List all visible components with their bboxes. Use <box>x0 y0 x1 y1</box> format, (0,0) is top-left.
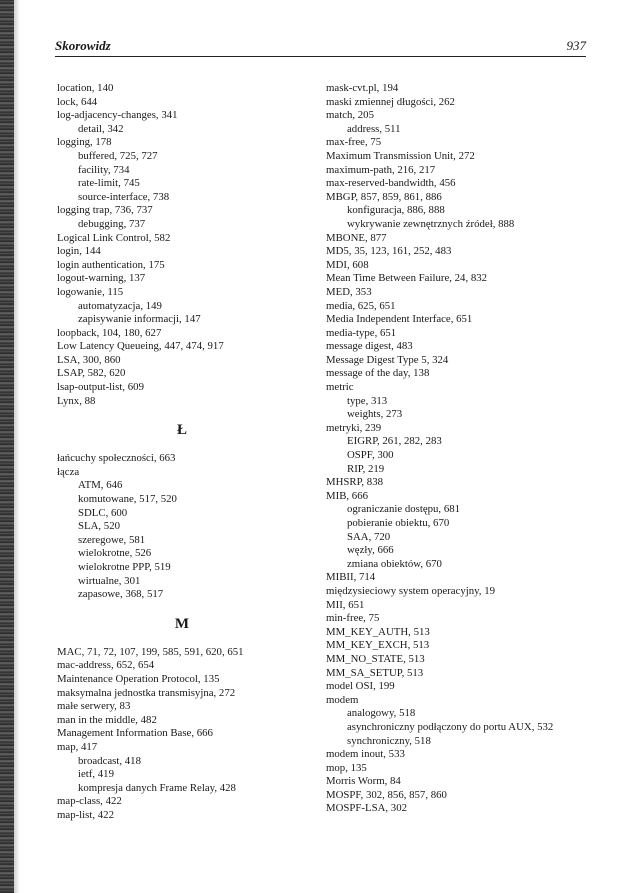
index-subentry: wielokrotne, 526 <box>78 547 152 560</box>
index-subentry: komutowane, 517, 520 <box>78 493 177 506</box>
page-number: 937 <box>566 38 586 53</box>
index-entry: logging, 178 <box>57 136 112 149</box>
index-entry: login, 144 <box>57 245 101 258</box>
book-binding-edge <box>0 0 14 893</box>
index-subentry: EIGRP, 261, 282, 283 <box>347 435 442 448</box>
index-entry: Mean Time Between Failure, 24, 832 <box>326 272 488 285</box>
index-subentry: OSPF, 300 <box>347 449 394 462</box>
index-entry: model OSI, 199 <box>326 680 395 693</box>
index-subentry: konfiguracja, 886, 888 <box>347 204 445 217</box>
index-entry: Media Independent Interface, 651 <box>326 313 473 326</box>
index-entry: LSA, 300, 860 <box>57 353 121 366</box>
index-entry: max-reserved-bandwidth, 456 <box>326 177 456 190</box>
index-entry: match, 205 <box>326 109 374 122</box>
index-entry: logowanie, 115 <box>57 285 124 298</box>
section-heading-m: M <box>174 615 190 632</box>
index-entry: map-class, 422 <box>57 795 122 808</box>
index-entry: media-type, 651 <box>326 326 397 339</box>
binding-shadow <box>14 0 20 893</box>
index-entry: logout-warning, 137 <box>57 272 146 285</box>
index-entry: lock, 644 <box>57 95 98 108</box>
index-subentry: automatyzacja, 149 <box>78 299 162 312</box>
index-subentry: pobieranie obiektu, 670 <box>347 517 450 529</box>
index-entry: Maintenance Operation Protocol, 135 <box>57 672 220 685</box>
index-entry: maximum-path, 216, 217 <box>326 163 436 176</box>
index-subentry: detail, 342 <box>78 122 124 135</box>
index-entry: maksymalna jednostka transmisyjna, 272 <box>57 686 236 699</box>
page-header <box>55 38 586 57</box>
index-subentry: wirtualne, 301 <box>78 574 141 587</box>
index-entry: MBGP, 857, 859, 861, 886 <box>326 190 442 203</box>
index-entry: map, 417 <box>57 740 98 753</box>
index-subentry: ATM, 646 <box>78 479 123 492</box>
index-subentry: węzły, 666 <box>347 544 394 557</box>
index-entry: mop, 135 <box>326 761 367 774</box>
index-entry: logging trap, 736, 737 <box>57 204 153 217</box>
index-entry: łącza <box>57 465 80 478</box>
index-entry: Low Latency Queueing, 447, 474, 917 <box>57 340 224 353</box>
index-entry: Maximum Transmission Unit, 272 <box>326 149 475 162</box>
index-group-l-stroke <box>57 452 307 602</box>
index-subentry: RIP, 219 <box>347 462 385 475</box>
index-subentry: ograniczanie dostępu, 681 <box>347 503 461 516</box>
index-subentry: address, 511 <box>347 122 401 135</box>
index-entry: Logical Link Control, 582 <box>57 231 171 244</box>
running-title: Skorowidz <box>55 38 111 53</box>
index-subentry: type, 313 <box>347 394 388 407</box>
index-subentry: source-interface, 738 <box>78 190 170 203</box>
index-entry: małe serwery, 83 <box>57 700 131 713</box>
index-entry: Message Digest Type 5, 324 <box>326 353 449 366</box>
index-subentry: SAA, 720 <box>347 530 391 543</box>
index-group-m-continued <box>326 82 588 816</box>
index-entry: Morris Worm, 84 <box>326 775 401 788</box>
index-subentry: zapisywanie informacji, 147 <box>78 313 201 326</box>
index-entry: łańcuchy społeczności, 663 <box>57 452 176 465</box>
index-entry: message of the day, 138 <box>326 367 430 380</box>
index-subentry: kompresja danych Frame Relay, 428 <box>78 781 236 794</box>
index-subentry: zmiana obiektów, 670 <box>347 557 442 570</box>
index-entry: map-list, 422 <box>57 808 114 821</box>
index-subentry: SLA, 520 <box>78 520 120 533</box>
index-entry: modem inout, 533 <box>326 748 405 761</box>
index-entry: MIBII, 714 <box>326 571 376 584</box>
index-subentry: wielokrotne PPP, 519 <box>78 561 171 573</box>
index-entry: MM_SA_SETUP, 513 <box>326 666 424 679</box>
index-entry: media, 625, 651 <box>326 299 396 312</box>
index-entry: mac-address, 652, 654 <box>57 659 155 672</box>
index-subentry: szeregowe, 581 <box>78 533 146 546</box>
index-entry: MOSPF, 302, 856, 857, 860 <box>326 788 447 801</box>
index-entry: MM_KEY_AUTH, 513 <box>326 625 430 638</box>
index-subentry: synchroniczny, 518 <box>347 734 431 747</box>
right-index-column <box>326 82 588 816</box>
index-subentry: ietf, 419 <box>78 768 114 781</box>
section-heading-l-stroke: Ł <box>176 422 187 439</box>
index-entry: MBONE, 877 <box>326 231 387 244</box>
index-subentry: rate-limit, 745 <box>78 177 140 190</box>
index-entry: metric <box>326 381 354 394</box>
index-entry: LSAP, 582, 620 <box>57 367 126 380</box>
index-entry: Lynx, 88 <box>57 394 96 407</box>
index-entry: lsap-output-list, 609 <box>57 381 144 394</box>
index-entry: międzysieciowy system operacyjny, 19 <box>326 584 496 597</box>
index-entry: maski zmiennej długości, 262 <box>326 95 455 108</box>
index-subentry: zapasowe, 368, 517 <box>78 588 164 601</box>
index-entry: modem <box>326 693 359 706</box>
index-entry: max-free, 75 <box>326 136 382 149</box>
index-entry: MM_NO_STATE, 513 <box>326 652 425 665</box>
index-entry: min-free, 75 <box>326 612 380 625</box>
index-subentry: weights, 273 <box>347 408 403 421</box>
index-entry: login authentication, 175 <box>57 258 165 271</box>
index-entry: MII, 651 <box>326 598 365 611</box>
index-entry: loopback, 104, 180, 627 <box>57 326 162 339</box>
index-entry: mask-cvt.pl, 194 <box>326 82 399 94</box>
index-entry: log-adjacency-changes, 341 <box>57 109 178 122</box>
index-subentry: broadcast, 418 <box>78 754 141 767</box>
index-entry: MOSPF-LSA, 302 <box>326 802 407 815</box>
index-subentry: buffered, 725, 727 <box>78 149 158 162</box>
index-entry: MED, 353 <box>326 285 372 298</box>
index-entry: MDI, 608 <box>326 258 369 271</box>
index-subentry: analogowy, 518 <box>347 707 416 720</box>
index-entry: MIB, 666 <box>326 489 368 502</box>
index-entry: metryki, 239 <box>326 421 382 434</box>
index-entry: MM_KEY_EXCH, 513 <box>326 639 430 652</box>
index-subentry: facility, 734 <box>78 163 130 176</box>
index-group-m <box>57 646 307 823</box>
index-entry: location, 140 <box>57 82 114 94</box>
index-subentry: debugging, 737 <box>78 217 146 230</box>
index-subentry: SDLC, 600 <box>78 506 128 519</box>
index-entry: MAC, 71, 72, 107, 199, 585, 591, 620, 651 <box>57 645 244 658</box>
index-entry: Management Information Base, 666 <box>57 727 213 740</box>
index-entry: message digest, 483 <box>326 340 413 353</box>
index-entry: man in the middle, 482 <box>57 713 157 726</box>
index-group-l <box>57 82 307 408</box>
index-entry: MHSRP, 838 <box>326 476 384 489</box>
left-index-column <box>57 82 307 823</box>
index-subentry: wykrywanie zewnętrznych źródeł, 888 <box>347 217 515 230</box>
index-subentry: asynchroniczny podłączony do portu AUX, 532 <box>347 720 554 733</box>
index-entry: MD5, 35, 123, 161, 252, 483 <box>326 245 452 258</box>
